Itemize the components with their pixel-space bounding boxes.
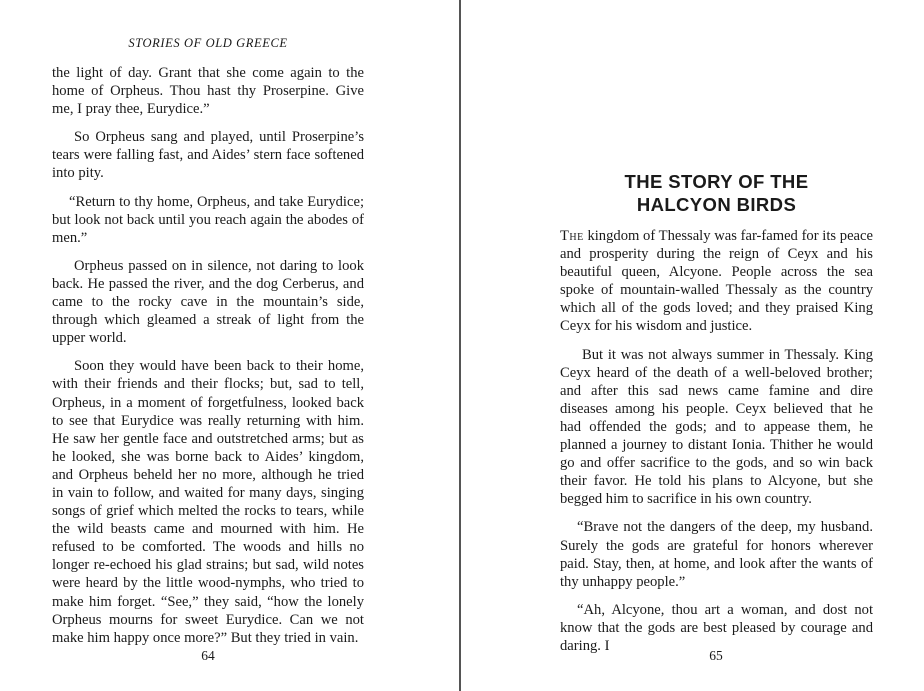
opening-paragraph xyxy=(560,227,873,336)
body-paragraph: “Ah, Alcyone, thou art a woman, and dost not know that the gods are best pleased by courage and daring. I xyxy=(560,601,873,654)
body-paragraph: “Return to thy home, Orpheus, and take Eurydice; but look not back until you reach again the abodes of men.” xyxy=(52,193,364,246)
opening-word: The xyxy=(560,228,584,244)
running-head: STORIES OF OLD GREECE xyxy=(128,36,288,50)
right-page xyxy=(462,0,924,691)
left-body-text xyxy=(52,64,364,647)
page-number: 65 xyxy=(709,648,723,663)
right-body-text xyxy=(560,227,873,655)
book-gutter-divider xyxy=(459,0,461,691)
body-paragraph: So Orpheus sang and played, until Proserpine’s tears were falling fast, and Aides’ stern face softened into pity. xyxy=(52,129,364,182)
body-paragraph: the light of day. Grant that she come again to the home of Orpheus. Thou hast thy Proserpine. Give me, I pray thee, Eurydice.” xyxy=(52,65,364,118)
body-paragraph: Orpheus passed on in silence, not daring to look back. He passed the river, and the dog Cerberus, and came to the rocky cave in the mountain’s side, through which gleamed a streak of light from the upper world. xyxy=(52,257,364,347)
chapter-title-line: THE STORY OF THE xyxy=(624,171,809,192)
opening-paragraph-text: kingdom of Thessaly was far-famed for its peace and prosperity during the reign of Ceyx and his beautiful queen, Alcyone. People across the sea spoke of mountain-walled Thessaly as the country which all of the gods loved; and they praised King Ceyx for his wisdom and justice. xyxy=(560,228,873,335)
chapter-title xyxy=(560,170,873,216)
chapter-title-line: HALCYON BIRDS xyxy=(636,194,797,215)
page-number: 64 xyxy=(201,648,215,663)
body-paragraph: “Brave not the dangers of the deep, my husband. Surely the gods are grateful for honors wherever paid. Stay, then, at home, and look after the wants of thy unhappy people.” xyxy=(560,519,873,590)
body-paragraph: Soon they would have been back to their home, with their friends and their flocks; but, sad to tell, Orpheus, in a moment of forgetfulness, looked back to see that Eurydice was really returning with him. He saw her gentle face and outstretched arms; but as he looked, she was borne back to Aides’ kingdom, and Orpheus beheld her no more, although he tried in vain to follow, and waited for many days, singing songs of grief which melted the rocks to tears, while the wild beasts came and mourned with him. He refused to be comforted. The woods and hills no longer re-echoed his glad strains; but sad, wild notes were heard by the little wood-nymphs, who tried to make him forget. “See,” they said, “how the lonely Orpheus mourns for sweet Eurydice. Can we not make him happy once more?” But they tried in vain. xyxy=(52,358,364,646)
body-paragraph: But it was not always summer in Thessaly. King Ceyx heard of the death of a well-beloved brother; and after this sad news came famine and dire diseases among his people. Ceyx believed that he had offended the gods; and to appease them, he planned a journey to distant Ionia. Thither he would go and offer sacrifice to the gods, and so win back their favor. He told his plans to Alcyone, but she begged him to sacrifice in his own country. xyxy=(560,346,873,508)
left-page xyxy=(0,0,460,691)
